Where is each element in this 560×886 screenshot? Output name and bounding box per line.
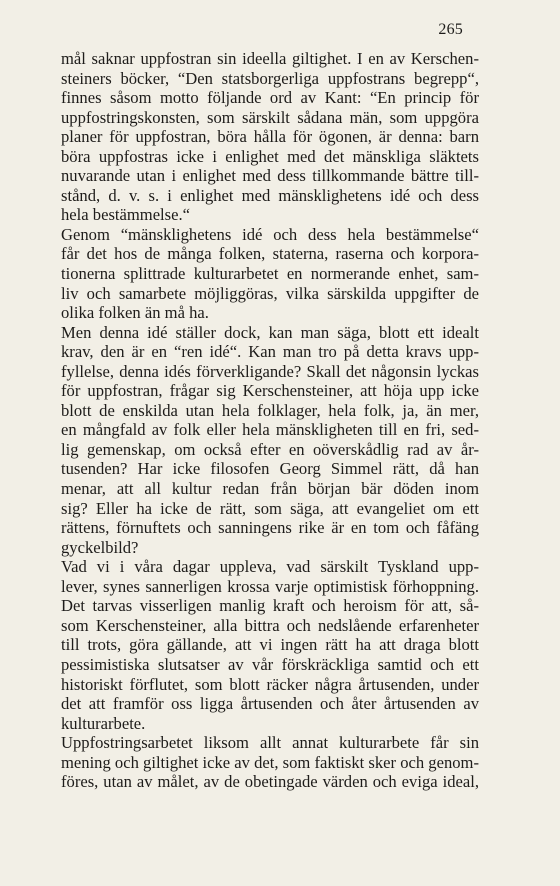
text-line: planer för uppfostran, böra hålla för ögonen, är denna: barn [61,127,479,147]
text-line: menar, att all kultur redan från början bär döden inom [61,479,479,499]
text-line: steiners böcker, “Den statsborgerliga uppfostrans begrepp“, [61,68,479,88]
text-line: får det hos de många folken, staterna, raserna och korpora- [61,244,479,264]
text-line: Genom “mänsklighetens idé och dess hela bestämmelse“ [61,224,479,244]
text-line: till trots, göra gällande, att vi ingen rätt ha att draga blott [61,635,479,655]
text-line: gyckelbild? [61,537,139,557]
text-line: historiskt förflutet, som blott räcker några årtusenden, under [61,674,479,694]
text-line: Vad vi i våra dagar uppleva, vad särskilt Tyskland upp- [61,557,479,577]
text-line: Det tarvas visserligen manlig kraft och heroism för att, så- [61,596,479,616]
body-text [61,49,479,792]
page-number: 265 [438,21,463,38]
text-line: nuvarande utan i enlighet med dess tillkommande bättre till- [61,166,479,186]
text-line: rättens, förnuftets och sanningens rike är en tom och fåfäng [61,518,479,538]
text-line: uppfostringskonsten, som särskilt sådana män, som uppgöra [61,107,479,127]
text-line: föres, utan av målet, av de obetingade värden och eviga ideal, [61,772,479,792]
text-line: lig gemenskap, om också efter en oöverskådlig rad av år- [61,439,479,459]
text-line: det att framför oss ligga årtusenden och åter årtusenden av [61,694,479,714]
text-line: lever, synes sannerligen krossa varje optimistisk förhoppning. [61,576,479,596]
text-line: kulturarbete. [61,713,146,733]
text-line: tusenden? Har icke filosofen Georg Simmel rätt, då han [61,459,479,479]
text-line: mening och giltighet icke av det, som faktiskt sker och genom- [61,752,479,772]
text-line: hela bestämmelse.“ [61,205,191,225]
text-line: Uppfostringsarbetet liksom allt annat kulturarbete får sin [61,733,479,753]
text-line: mål saknar uppfostran sin ideella giltighet. I en av Kerschen- [61,49,479,68]
text-line: krav, den är en “ren idé“. Kan man tro på detta kravs upp- [61,342,479,362]
text-line: böra uppfostras icke i enlighet med det mänskliga släktets [61,146,479,166]
text-line: för uppfostran, frågar sig Kerschensteiner, att höja upp icke [61,381,479,401]
text-line: en mångfald av folk eller hela mänskligheten till en fri, sed- [61,420,479,440]
text-line: sig? Eller ha icke de rätt, som säga, att evangeliet om ett [61,498,479,518]
text-line: blott de enskilda utan hela folklager, hela folk, ja, än mer, [61,400,479,420]
text-line: olika folken än må ha. [61,303,209,323]
text-line: som Kerschensteiner, alla bittra och nedslående erfarenheter [61,615,479,635]
text-line: stånd, d. v. s. i enlighet med mänsklighetens idé och dess [61,185,479,205]
text-line: Men denna idé ställer dock, kan man säga, blott ett idealt [61,322,479,342]
text-line: pessimistiska slutsatser av vår förskräckliga samtid och ett [61,654,479,674]
text-line: liv och samarbete möjliggöras, vilka särskilda uppgifter de [61,283,479,303]
text-line: fyllelse, denna idés förverkligande? Skall det någonsin lyckas [61,361,479,381]
text-line: finnes såsom motto följande ord av Kant: “En princip för [61,88,479,108]
text-line: tionerna splittrade kulturarbetet en normerande enhet, sam- [61,264,479,284]
